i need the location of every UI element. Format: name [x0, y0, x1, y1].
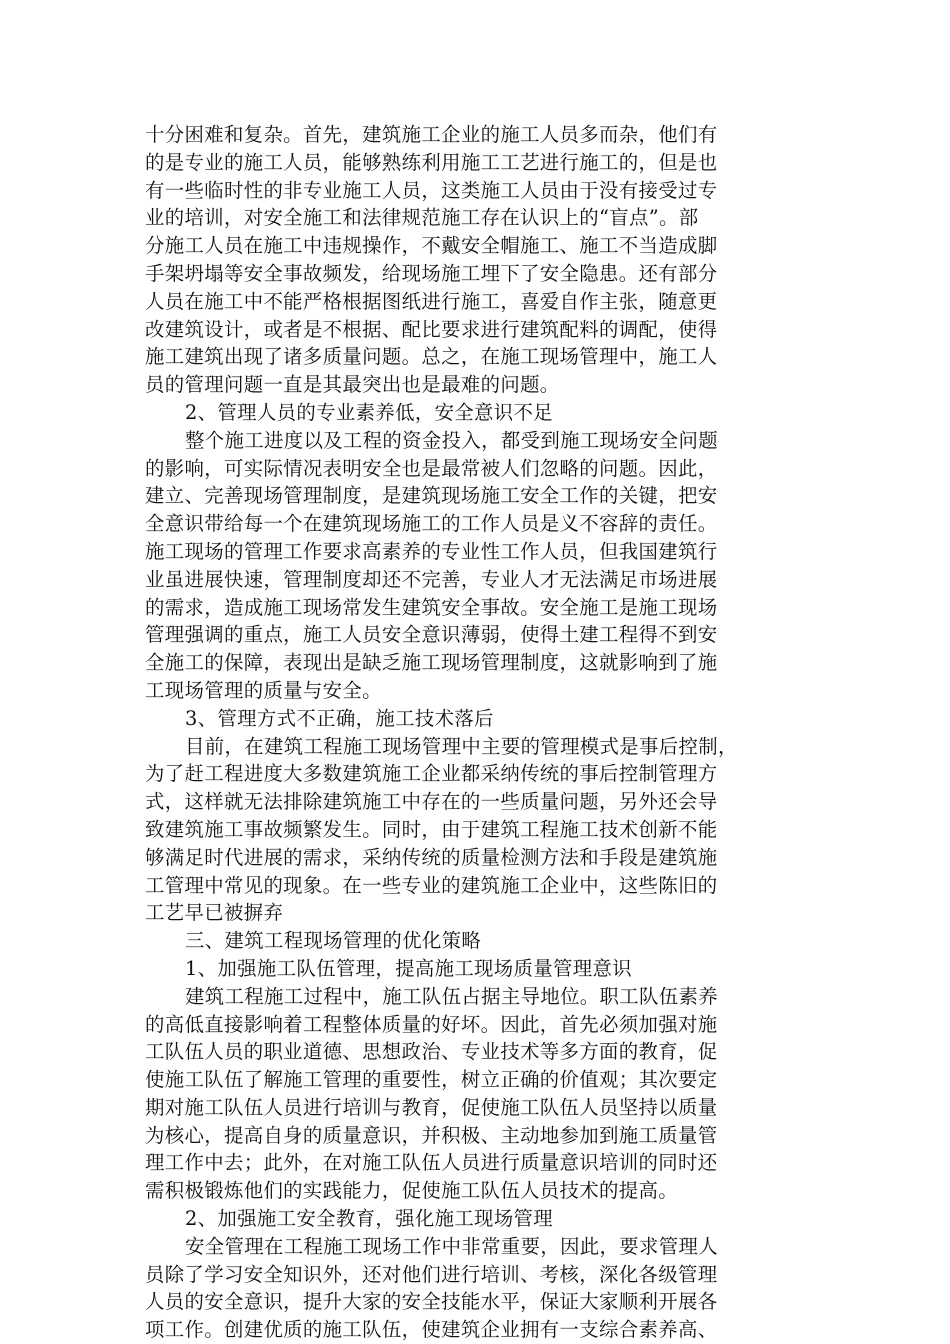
- text-line: 全施工的保障，表现出是缺乏施工现场管理制度，这就影响到了施: [145, 651, 718, 675]
- text-line: 全意识带给每一个在建筑现场施工的工作人员是义不容辞的责任。: [145, 512, 718, 536]
- text-line: 管理强调的重点，施工人员安全意识薄弱，使得土建工程得不到安: [145, 623, 718, 647]
- text-line: 需积极锻炼他们的实践能力，促使施工队伍人员技术的提高。: [145, 1179, 678, 1203]
- text-line: 分施工人员在施工中违规操作，不戴安全帽施工、施工不当造成脚: [145, 234, 718, 258]
- text-line: 3、管理方式不正确，施工技术落后: [185, 706, 494, 730]
- text-line: 建立、完善现场管理制度，是建筑现场施工安全工作的关键，把安: [145, 484, 718, 508]
- text-line: 施工建筑出现了诸多质量问题。总之，在施工现场管理中，施工人: [145, 345, 718, 369]
- text-line: 建筑工程施工过程中，施工队伍占据主导地位。职工队伍素养: [185, 984, 718, 1008]
- text-line: 十分困难和复杂。首先，建筑施工企业的施工人员多而杂，他们有: [145, 123, 718, 146]
- text-line: 式，这样就无法排除建筑施工中存在的一些质量问题，另外还会导: [145, 790, 718, 814]
- text-line: 员除了学习安全知识外，还对他们进行培训、考核，深化各级管理: [145, 1262, 718, 1286]
- text-line: 的需求，造成施工现场常发生建筑安全事故。安全施工是施工现场: [145, 595, 718, 619]
- text-line: 工队伍人员的职业道德、思想政治、专业技术等多方面的教育，促: [145, 1040, 718, 1064]
- text-line: 2、加强施工安全教育，强化施工现场管理: [185, 1207, 554, 1231]
- text-line: 手架坍塌等安全事故频发，给现场施工埋下了安全隐患。还有部分: [145, 261, 718, 285]
- text-line: 整个施工进度以及工程的资金投入，都受到施工现场安全问题: [185, 428, 718, 452]
- text-line: 项工作。创建优质的施工队伍，使建筑企业拥有一支综合素养高、: [145, 1318, 718, 1342]
- text-line: 业虽进展快速，管理制度却还不完善，专业人才无法满足市场进展: [145, 567, 718, 591]
- text-line: 人员的安全意识，提升大家的安全技能水平，保证大家顺利开展各: [145, 1290, 718, 1314]
- text-line: 1、加强施工队伍管理，提高施工现场质量管理意识: [185, 956, 632, 980]
- text-line: 够满足时代进展的需求，采纳传统的质量检测方法和手段是建筑施: [145, 845, 718, 869]
- text-line: 的高低直接影响着工程整体质量的好坏。因此，首先必须加强对施: [145, 1012, 718, 1036]
- text-line: 三、建筑工程现场管理的优化策略: [185, 929, 482, 953]
- text-line: 为核心，提高自身的质量意识，并积极、主动地参加到施工质量管: [145, 1123, 718, 1147]
- text-line: 工艺早已被摒弃: [145, 901, 284, 925]
- text-line: 2、管理人员的专业素养低，安全意识不足: [185, 400, 554, 424]
- text-line: 的影响，可实际情况表明安全也是最常被人们忽略的问题。因此，: [145, 456, 718, 480]
- text-line: 有一些临时性的非专业施工人员，这类施工人员由于没有接受过专: [145, 178, 718, 202]
- text-line: 业的培训，对安全施工和法律规范施工存在认识上的“盲点”。部: [145, 206, 699, 230]
- text-line: 安全管理在工程施工现场工作中非常重要，因此，要求管理人: [185, 1234, 718, 1258]
- text-line: 工管理中常见的现象。在一些专业的建筑施工企业中，这些陈旧的: [145, 873, 718, 897]
- text-line: 施工现场的管理工作要求高素养的专业性工作人员，但我国建筑行: [145, 539, 718, 563]
- text-line: 员的管理问题一直是其最突出也是最难的问题。: [145, 373, 560, 397]
- text-line: 期对施工队伍人员进行培训与教育，促使施工队伍人员坚持以质量: [145, 1095, 718, 1119]
- text-line: 致建筑施工事故频繁发生。同时，由于建筑工程施工技术创新不能: [145, 817, 718, 841]
- text-line: 理工作中去；此外，在对施工队伍人员进行质量意识培训的同时还: [145, 1151, 718, 1175]
- text-line: 工现场管理的质量与安全。: [145, 678, 382, 702]
- text-line: 目前，在建筑工程施工现场管理中主要的管理模式是事后控制，: [185, 734, 738, 758]
- text-line: 的是专业的施工人员，能够熟练利用施工工艺进行施工的，但是也: [145, 150, 718, 174]
- text-line: 改建筑设计，或者是不根据、配比要求进行建筑配料的调配，使得: [145, 317, 718, 341]
- document-body: [145, 121, 805, 1344]
- text-line: 人员在施工中不能严格根据图纸进行施工，喜爱自作主张，随意更: [145, 289, 718, 313]
- text-line: 为了赶工程进度大多数建筑施工企业都采纳传统的事后控制管理方: [145, 762, 718, 786]
- text-line: 使施工队伍了解施工管理的重要性，树立正确的价值观；其次要定: [145, 1068, 718, 1092]
